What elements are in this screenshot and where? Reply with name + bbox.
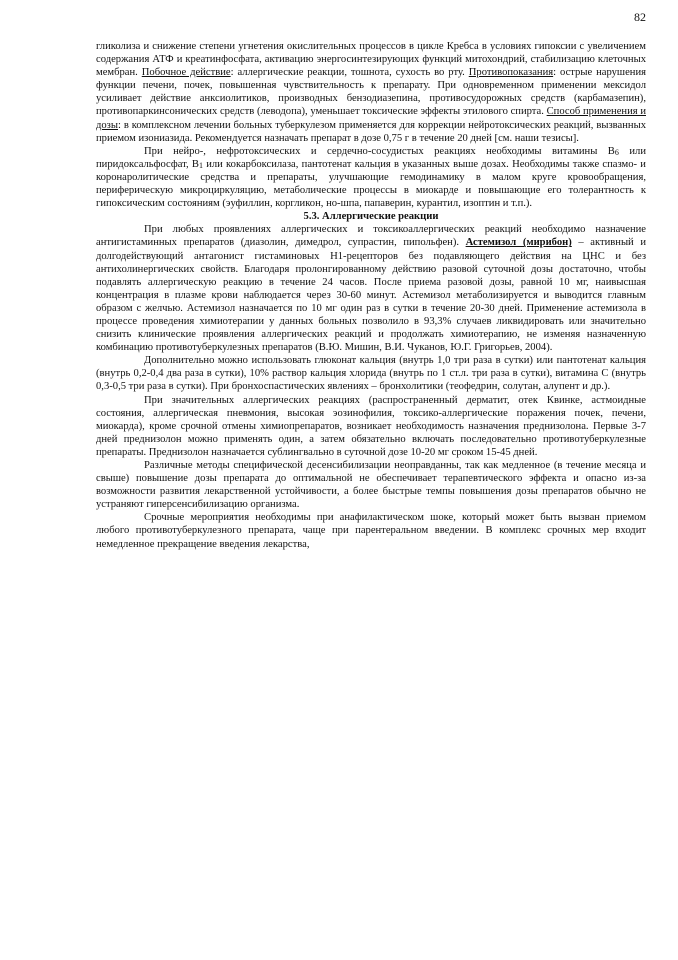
text-run: : в комплексном лечении больных туберкулезом применяется для коррекции нейротоксических реакций, вызванных приемом изониазида. Рекомендуется назначать препарат в дозе 0,75 г в течение 20 дней [см. наши тезисы]. xyxy=(96,119,646,144)
astemizole-term: Астемизол (мирибон) xyxy=(465,237,572,249)
contraindications-label: Противопоказания xyxy=(468,67,554,79)
paragraph-mexidol-continued xyxy=(96,40,646,145)
text-run: или пиридоксальфосфат, B xyxy=(96,145,646,170)
section-heading: 5.3. Аллергические реакции xyxy=(303,211,439,223)
subscript: 6 xyxy=(614,147,619,157)
paragraph-calcium: Дополнительно можно использовать глюконат кальция (внутрь 1,0 три раза в сутки) или пантотенат кальция (внутрь 0,2-0,4 два раза в сутки), 10% раствор кальция хлорида (внутрь по 1 ст.л. три раза в сутки), витамина С (внутрь 0,3-0,5 три раза в сутки). При бронхоспастических явлениях – бронхолитики (теофедрин, солутан, алупент и др.). xyxy=(96,355,646,393)
dosage-label: Способ применения и дозы xyxy=(96,106,646,131)
text-run: При нейро-, нефротоксических и сердечно-сосудистых реакциях необходимы витамины B xyxy=(144,145,615,157)
subscript: 1 xyxy=(198,160,203,170)
page-body xyxy=(96,40,646,551)
text-run: При любых проявлениях аллергических и токсикоаллергических реакций необходимо назначение антигистаминных препаратов (диазолин, димедрол, супрастин, пипольфен). xyxy=(96,224,646,249)
text-run: гликолиза и снижение степени угнетения окислительных процессов в цикле Кребса в условиях гипоксии с увеличением содержания АТФ и креатинфосфата, активацию энергосинтезирующих функций митохондрий, стабилизацию клеточных мембран. xyxy=(96,41,646,79)
paragraph-prednisolone: При значительных аллергических реакциях (распространенный дерматит, отек Квинке, астмоидные состояния, аллергическая пневмония, высокая эозинофилия, токсико-аллергические поражения почек, печени, миокарда), кроме срочной отмены химиопрепаратов, возникает необходимость назначения преднизолона. Первые 3-7 дней преднизолон можно применять один, а затем обязательно включать последовательно противотуберкулезные препараты. Преднизолон назначается сублингвально в суточной дозе 10-20 мг сроком 15-45 дней. xyxy=(96,394,646,458)
paragraph-neuro-nephro xyxy=(96,145,646,210)
text-run: : острые нарушения функции печени, почек, повышенная чувствительность к препарату. При одновременном применении мексидол усиливает действие анксиолитиков, производных бензодиазепина, противосудорожных средств (карбамазепин), противопаркинсонических средств (леводопа), уменьшает токсические эффекты этилового спирта. xyxy=(96,67,646,118)
paragraph-desensitization: Различные методы специфической десенсибилизации неоправданны, так как медленное (в течение месяца и свыше) повышение дозы препарата до оптимальной не обеспечивает терапевтического эффекта и опасно из-за возможности развития лекарственной устойчивости, а более быстрые темпы повышения дозы препаратов обычно не устраняют гиперсенсибилизацию организма. xyxy=(96,460,646,511)
text-run: : аллергические реакции, тошнота, сухость во рту. xyxy=(230,67,469,79)
text-run: – активный и долгодействующий антагонист гистаминовых Н1-рецепторов без подавляющего действия на ЦНС и без антихолинергических свойств. Благодаря пролонгированному действию разовой суточной дозы достаточно, чтобы подавлять аллергическую реакцию в течение 24 часов. После приема разовой дозы, равной 10 мг, наивысшая концентрация в плазме крови наблюдается через 30-60 минут. Астемизол метаболизируется и выводится главным образом с желчью. Астемизол назначается по 10 мг один раз в сутки в течение 20-30 дней. Применение астемизола в процессе проведения химиотерапии у данных больных позволило в 93,3% случаев ликвидировать или значительно снизить клинические проявления аллергических реакций и продолжать химиотерапию, не изменяя назначенную комбинацию противотуберкулезных препаратов (В.Ю. Мишин, В.И. Чуканов, Ю.Г. Григорьев, 2004). xyxy=(96,237,646,354)
paragraph-antihistamines xyxy=(96,223,646,354)
paragraph-anaphylaxis: Срочные мероприятия необходимы при анафилактическом шоке, который может быть вызван приемом любого противотуберкулезного препарата, чаще при парентеральном введении. В комплекс срочных мер входит немедленное прекращение введения лекарства, xyxy=(96,512,646,550)
text-run: или кокарбоксилаза, пантотенат кальция в указанных выше дозах. Необходимы также спазмо- и коронаролитические средства и препараты, улучшающие гемодинамику в малом круге кровообращения, периферическую микроциркуляцию, метаболические процессы в миокарде и повышающие его толерантность к гипоксическим состояниям (эуфиллин, коргликон, но-шпа, папаверин, курантил, изоптин и т.п.). xyxy=(96,158,646,210)
side-effects-label: Побочное действие xyxy=(141,67,231,79)
page-number: 82 xyxy=(634,10,646,24)
